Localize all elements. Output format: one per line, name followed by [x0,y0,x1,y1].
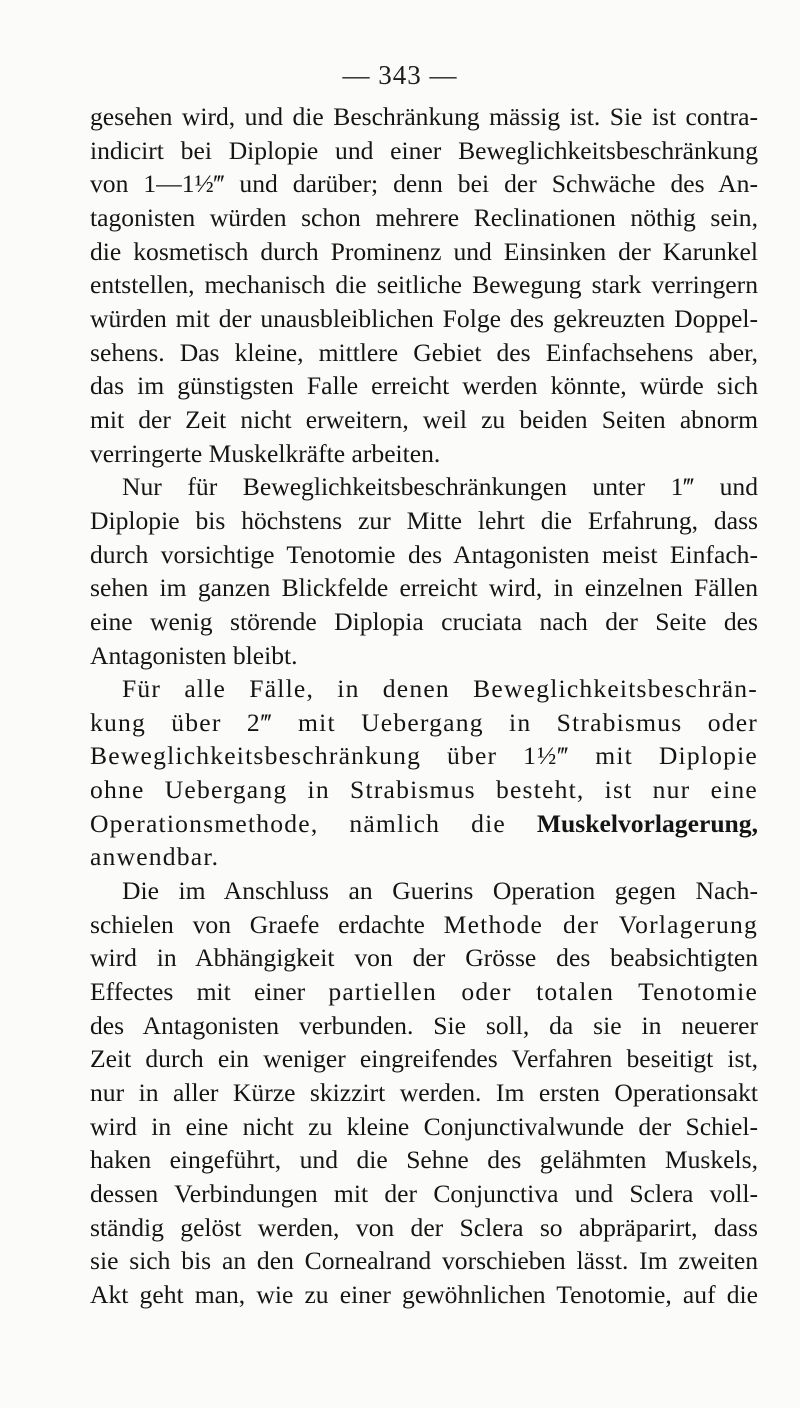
emphasized-term: Muskelvorlagerung, [536,808,758,838]
text-line: gesehen wird, und die Beschränkung mässig ist. Sie ist contra- [90,102,758,131]
text-line: Zeit durch ein weniger eingreifendes Verfahren beseitigt ist, [90,1044,758,1074]
text-line [90,807,758,841]
text-line: ohne Uebergang in Strabismus besteht, ist nur eine [90,775,758,805]
text-line: sehens. Das kleine, mittlere Gebiet des Einfachsehens aber, [90,337,758,367]
text-line: wird in Abhängigkeit von der Grösse des beabsichtigten [90,943,758,973]
text-line: kung über 2‴ mit Uebergang in Strabismus oder [90,707,758,737]
text-line: Antagonisten bleibt. [90,640,298,670]
text-line: das im günstigsten Falle erreicht werden könnte, würde sich [90,371,758,401]
text-line: die kosmetisch durch Prominenz und Einsinken der Karunkel [90,236,758,266]
text-line: sie sich bis an den Cornealrand vorschieben lässt. Im zweiten [90,1246,758,1276]
text-line: würden mit der unausbleiblichen Folge des gekreuzten Doppel- [90,303,758,333]
text-line: ständig gelöst werden, von der Sclera so abpräparirt, dass [90,1212,758,1242]
text-line: des Antagonisten verbunden. Sie soll, da sie in neuerer [90,1010,758,1040]
text-line: Akt geht man, wie zu einer gewöhnlichen Tenotomie, auf die [90,1279,758,1309]
text-line: Die im Anschluss an Guerins Operation gegen Nach- [122,876,758,906]
text-line: mit der Zeit nicht erweitern, weil zu beiden Seiten abnorm [90,404,758,434]
text-line: Beweglichkeitsbeschränkung über 1½‴ mit Diplopie [90,741,758,771]
body-text [90,100,758,1312]
text-line: verringerte Muskelkräfte arbeiten. [90,438,441,468]
text-line: wird in eine nicht zu kleine Conjunctivalwunde der Schiel- [90,1111,758,1141]
text-line [90,975,758,1009]
text-line: Diplopie bis höchstens zur Mitte lehrt die Erfahrung, dass [90,505,758,535]
text-line: Nur für Beweglichkeitsbeschränkungen unter 1‴ und [122,472,758,502]
text-line: eine wenig störende Diplopia cruciata nach der Seite des [90,606,758,636]
text-fragment: Effectes mit einer [90,977,306,1007]
text-line: von 1—1½‴ und darüber; denn bei der Schwäche des An- [90,169,758,199]
text-line [90,908,758,942]
text-fragment: Operationsmethode, nämlich die [90,808,506,838]
text-line: haken eingeführt, und die Sehne des gelähmten Muskels, [90,1145,758,1175]
text-line: nur in aller Kürze skizzirt werden. Im ersten Operationsakt [90,1078,758,1108]
emphasized-term: partiellen oder totalen Tenotomie [328,977,758,1007]
text-line: indicirt bei Diplopie und einer Beweglichkeitsbeschränkung [90,135,758,165]
text-line: anwendbar. [90,842,220,872]
text-line: entstellen, mechanisch die seitliche Bewegung stark verringern [90,270,758,300]
emphasized-term: Methode der Vorlagerung [443,909,758,939]
text-line: Für alle Fälle, in denen Beweglichkeitsbeschrän- [122,674,758,704]
text-line: durch vorsichtige Tenotomie des Antagonisten meist Einfach- [90,539,758,569]
text-line: sehen im ganzen Blickfelde erreicht wird, in einzelnen Fällen [90,573,758,603]
page-number: — 343 — [342,60,458,90]
text-fragment: schielen von Graefe erdachte [90,909,425,939]
text-line: tagonisten würden schon mehrere Reclinationen nöthig sein, [90,202,758,232]
text-line: dessen Verbindungen mit der Conjunctiva und Sclera voll- [90,1179,758,1208]
